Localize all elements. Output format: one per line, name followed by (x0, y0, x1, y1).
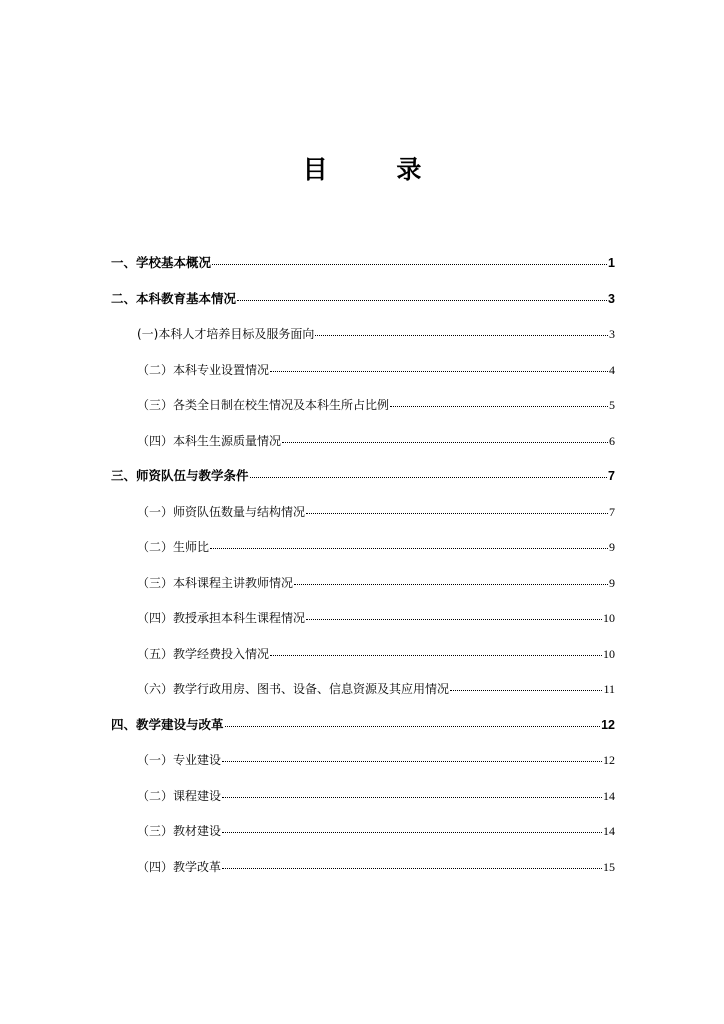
toc-page-number: 14 (603, 788, 615, 803)
toc-entry[interactable] (111, 284, 615, 320)
toc-page-number: 4 (609, 362, 615, 377)
dot-leader (315, 324, 608, 338)
table-of-contents (111, 248, 615, 887)
dot-leader (390, 395, 608, 409)
toc-entry-text: 三、师资队伍与教学条件 (111, 468, 249, 483)
toc-entry-text: （五）教学经费投入情况 (137, 646, 270, 661)
toc-entry-text: （四）教授承担本科生课程情况 (137, 611, 306, 625)
toc-page-number: 7 (608, 469, 615, 483)
toc-entry[interactable] (111, 674, 615, 710)
dot-leader (225, 715, 601, 729)
dot-leader (212, 253, 607, 267)
dot-leader (222, 786, 602, 800)
toc-entry[interactable] (111, 603, 615, 639)
toc-entry[interactable] (111, 852, 615, 888)
dot-leader (222, 750, 602, 764)
toc-entry-text: 二、本科教育基本情况 (111, 290, 237, 306)
toc-entry[interactable] (111, 781, 615, 817)
toc-page-number: 10 (603, 646, 615, 661)
toc-entry[interactable] (111, 319, 615, 355)
toc-entry-text: (一)本科人才培养目标及服务面向 (137, 327, 315, 341)
dot-leader (222, 857, 602, 871)
toc-entry-text: 一、学校基本概况 (111, 255, 212, 270)
dot-leader (237, 289, 607, 303)
dot-leader (270, 360, 608, 374)
toc-page-number: 12 (603, 753, 615, 767)
toc-entry-text: （三）各类全日制在校生情况及本科生所占比例 (137, 398, 390, 412)
toc-page-number: 11 (603, 682, 615, 696)
toc-entry[interactable] (111, 390, 615, 426)
toc-entry[interactable] (111, 426, 615, 462)
dot-leader (306, 502, 608, 516)
toc-entry-text: （二）本科专业设置情况 (137, 362, 270, 377)
toc-page-number: 9 (609, 540, 615, 554)
toc-page-number: 15 (603, 859, 615, 874)
toc-entry-text: （三）本科课程主讲教师情况 (137, 575, 294, 590)
dot-leader (294, 573, 608, 587)
toc-entry[interactable] (111, 568, 615, 604)
dot-leader (306, 608, 602, 622)
toc-page-number: 9 (609, 575, 615, 590)
toc-entry-text: 四、教学建设与改革 (111, 716, 224, 732)
toc-title: 目 录 (302, 155, 452, 184)
dot-leader (210, 537, 608, 551)
toc-entry-text: （二）生师比 (137, 540, 210, 554)
toc-page-number: 10 (603, 611, 615, 625)
toc-entry-text: （六）教学行政用房、图书、设备、信息资源及其应用情况 (137, 682, 450, 696)
toc-entry[interactable] (111, 355, 615, 391)
toc-entry-text: （四）本科生生源质量情况 (137, 433, 282, 448)
toc-entry-text: （三）教材建设 (137, 824, 222, 838)
toc-entry[interactable] (111, 745, 615, 781)
toc-page-number: 3 (609, 327, 615, 341)
toc-page-number: 3 (608, 291, 615, 306)
toc-page-number: 6 (609, 433, 615, 448)
dot-leader (450, 679, 602, 693)
dot-leader (270, 644, 602, 658)
toc-entry[interactable] (111, 532, 615, 568)
toc-entry[interactable] (111, 248, 615, 284)
toc-entry-text: （二）课程建设 (137, 788, 222, 803)
toc-page-number: 14 (603, 824, 615, 838)
toc-page-number: 7 (609, 504, 615, 519)
toc-entry-text: （一）师资队伍数量与结构情况 (137, 504, 306, 519)
toc-entry[interactable] (111, 710, 615, 746)
toc-entry[interactable] (111, 461, 615, 497)
dot-leader (222, 821, 602, 835)
toc-entry[interactable] (111, 639, 615, 675)
toc-page-number: 1 (608, 256, 615, 270)
toc-page-number: 12 (601, 717, 615, 732)
dot-leader (250, 466, 608, 480)
dot-leader (282, 431, 608, 445)
toc-page-number: 5 (609, 398, 615, 412)
toc-entry-text: （一）专业建设 (137, 753, 222, 767)
toc-entry[interactable] (111, 816, 615, 852)
toc-entry[interactable] (111, 497, 615, 533)
toc-entry-text: （四）教学改革 (137, 859, 222, 874)
